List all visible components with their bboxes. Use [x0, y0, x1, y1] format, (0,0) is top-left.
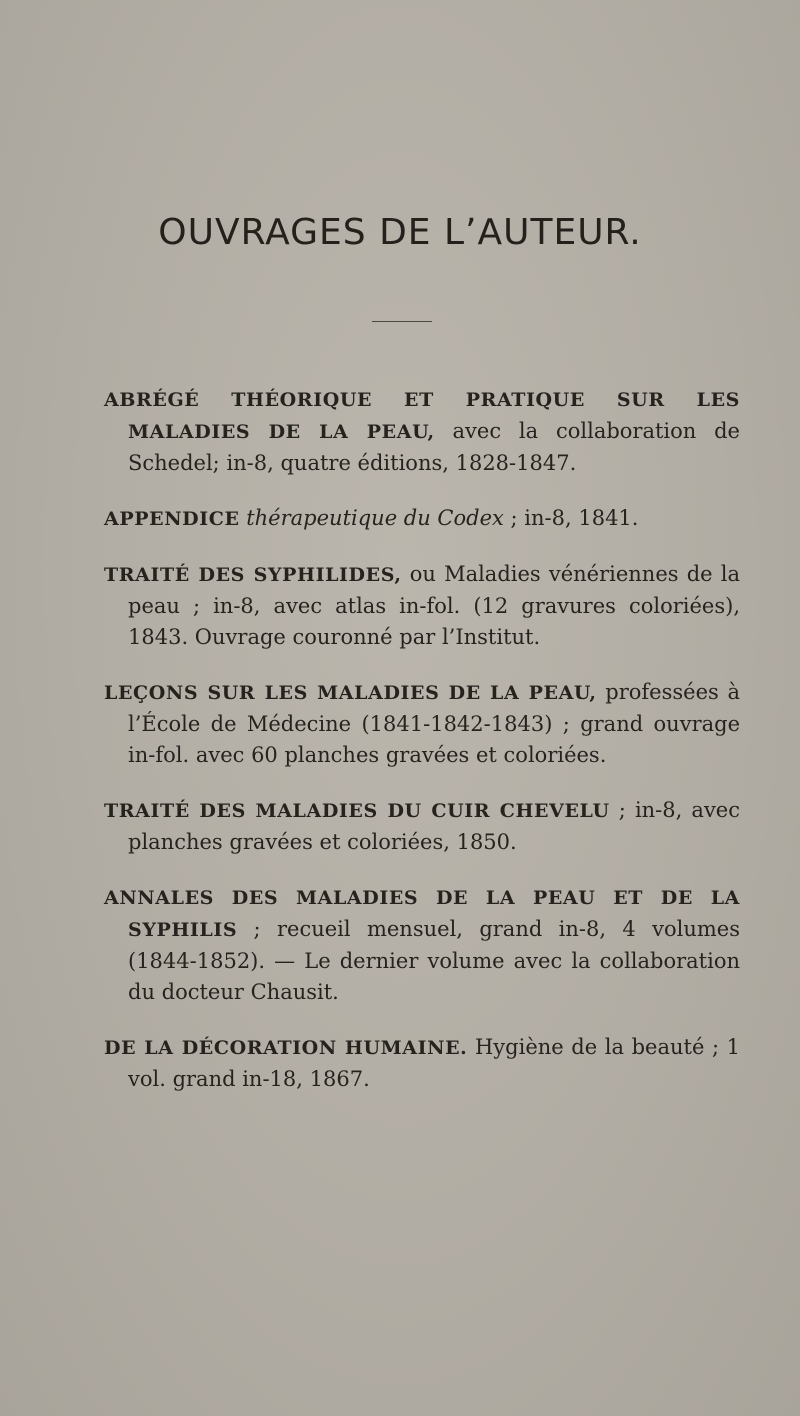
title-divider — [372, 321, 432, 322]
list-item — [104, 795, 740, 858]
entry-text: professées à l’École de Médecine (1841-1842-1843) ; grand ouvrage in-fol. avec 60 planches gravées et coloriées. — [128, 680, 740, 767]
entry-title: ABRÉGÉ THÉORIQUE ET PRATIQUE SUR LES MALADIES DE LA PEAU, — [104, 389, 740, 443]
list-item — [104, 559, 740, 653]
works-list — [104, 384, 740, 1119]
entry-title: DE LA DÉCORATION HUMAINE. — [104, 1037, 468, 1059]
entry-title: TRAITÉ DES SYPHILIDES, — [104, 564, 402, 586]
entry-title: APPENDICE — [104, 508, 240, 530]
list-item — [104, 503, 740, 535]
entry-italic-text: thérapeutique du Codex — [239, 506, 504, 530]
entry-text: avec la collaboration de Schedel; in-8, quatre éditions, 1828-1847. — [128, 419, 740, 475]
entry-title: ANNALES DES MALADIES DE LA PEAU ET DE LA SYPHILIS — [104, 887, 740, 941]
list-item — [104, 677, 740, 771]
list-item — [104, 882, 740, 1008]
entry-title: TRAITÉ DES MALADIES DU CUIR CHEVELU — [104, 800, 610, 822]
entry-text: Hygiène de la beauté ; 1 vol. grand in-18, 1867. — [128, 1035, 741, 1091]
page-title: OUVRAGES DE L’AUTEUR. — [158, 212, 642, 253]
entry-text: ; recueil mensuel, grand in-8, 4 volumes (1844-1852). — Le dernier volume avec la collaboration du docteur Chausit. — [128, 917, 740, 1004]
list-item — [104, 384, 740, 479]
entry-text: ou Maladies vénériennes de la peau ; in-8, avec atlas in-fol. (12 gravures coloriées), 1843. Ouvrage couronné par l’Institut. — [128, 562, 740, 649]
entry-text: ; in-8, avec planches gravées et coloriées, 1850. — [128, 798, 740, 854]
list-item — [104, 1032, 740, 1095]
entry-text: ; in-8, 1841. — [503, 506, 639, 530]
entry-title: LEÇONS SUR LES MALADIES DE LA PEAU, — [104, 682, 597, 704]
